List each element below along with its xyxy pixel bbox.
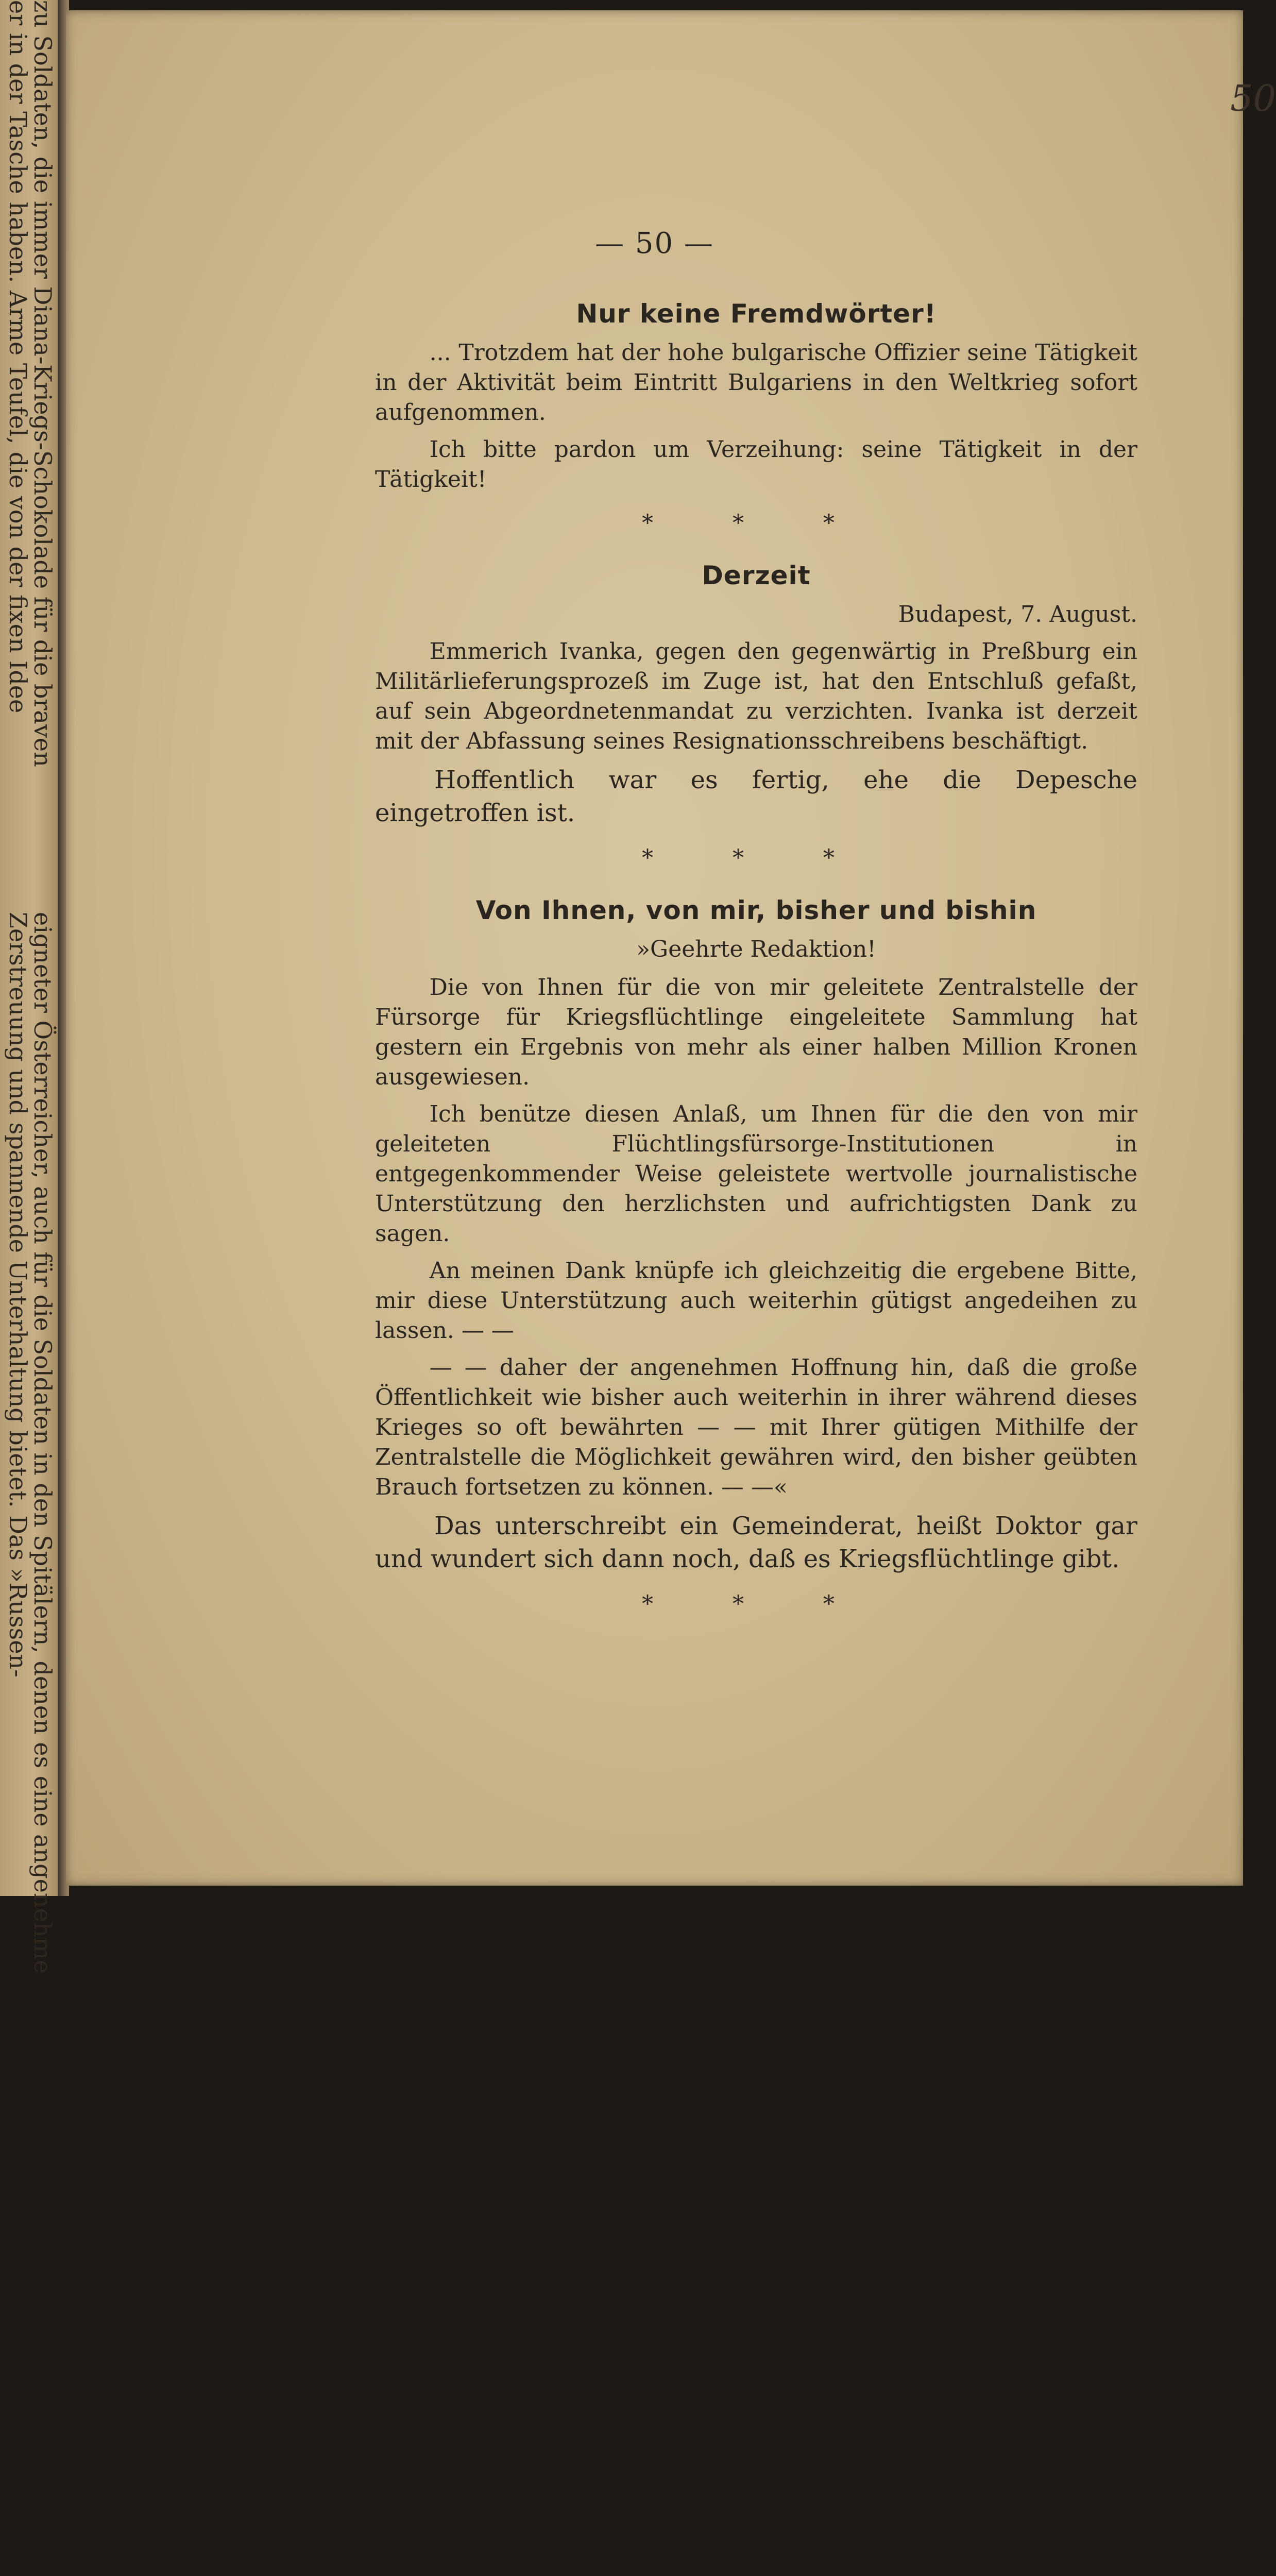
section-divider: * * * <box>642 510 871 536</box>
paragraph: Emmerich Ivanka, gegen den gegenwärtig in Preßburg ein Militärlieferungsprozeß im Zuge ist, hat den Entschluß gefaßt, auf sein Abgeordnetenmandat zu verzichten. Ivanka ist derzeit mit der Abfassung seines Resignationsschreibens beschäftigt. <box>375 638 1137 754</box>
dateline: Budapest, 7. August. <box>898 601 1137 628</box>
paragraph: Ich bitte pardon um Verzeihung: seine Tätigkeit in der Tätigkeit! <box>375 436 1137 493</box>
section-title: Nur keine Fremdwörter! <box>576 299 937 329</box>
facing-page-edge <box>0 0 58 1974</box>
paragraph: Ich benütze diesen Anlaß, um Ihnen für die den von mir geleiteten Flüchtlingsfürsorge-Institutionen in entgegenkommender Weise geleistete wertvolle journalistische Unterstützung den herzlichsten und aufrichtigsten Dank zu sagen. <box>375 1101 1137 1247</box>
paragraph: — — daher der angenehmen Hoffnung hin, daß die große Öffentlichkeit wie bisher auch weiterhin in ihrer während dieses Krieges so oft bewährten — — mit Ihrer gütigen Mithilfe der Zentralstelle die Möglichkeit gewähren wird, den bisher geübten Brauch fortsetzen zu können. — —« <box>375 1354 1137 1500</box>
paragraph: ... Trotzdem hat der hohe bulgarische Offizier seine Tätigkeit in der Aktivität beim Eintritt Bulgariens in den Weltkrieg sofort aufgenommen. <box>375 340 1137 426</box>
page-content <box>375 299 1137 1641</box>
facing-page-line: eigneter Österreicher, auch für die Soldaten in den Spitälern, denen es eine angenehme <box>29 912 57 1974</box>
section-divider: * * * <box>642 1591 871 1617</box>
letter-greeting: »Geehrte Redaktion! <box>636 936 876 962</box>
paragraph: Das unterschreibt ein Gemeinderat, heißt Doktor gar und wundert sich dann noch, daß es Kriegsflüchtlinge gibt. <box>375 1512 1137 1573</box>
handwritten-folio: 50 <box>1230 77 1276 120</box>
page-number: — 50 — <box>595 227 714 260</box>
book-page <box>66 10 1276 1886</box>
section-title: Derzeit <box>702 561 811 590</box>
paragraph: Hoffentlich war es fertig, ehe die Depesche eingetroffen ist. <box>375 766 1137 827</box>
section-title: Von Ihnen, von mir, bisher und bishin <box>475 895 1037 925</box>
section-divider: * * * <box>642 845 871 871</box>
facing-page-line: Zerstreuung und spannende Unterhaltung bietet. Das »Russen- <box>4 912 32 1677</box>
facing-page-line: er in der Tasche haben. Arme Teufel, die von der fixen Idee <box>4 0 32 714</box>
facing-page-line: zu Soldaten, die immer Diana-Kriegs-Schokolade für die braven <box>29 0 57 767</box>
paragraph: An meinen Dank knüpfe ich gleichzeitig die ergebene Bitte, mir diese Unterstützung auch weiterhin gütigst angedeihen zu lassen. — — <box>375 1258 1137 1344</box>
paragraph: Die von Ihnen für die von mir geleitete Zentralstelle der Fürsorge für Kriegsflüchtlinge eingeleitete Sammlung hat gestern ein Ergebnis von mehr als einer halben Million Kronen ausgewiesen. <box>375 974 1137 1090</box>
